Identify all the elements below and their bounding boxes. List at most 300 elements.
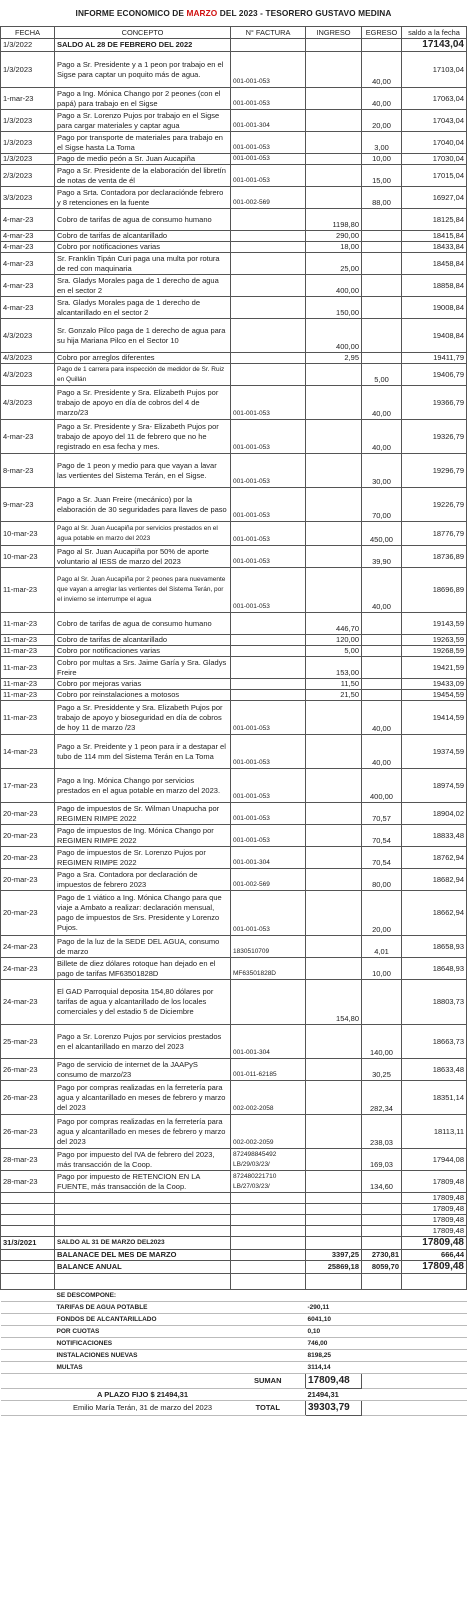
table-row [1, 353, 467, 364]
row-expense: 20,00 [362, 891, 402, 936]
row-date: 4-mar-23 [1, 297, 55, 319]
row-invoice: 1830510709 [231, 936, 306, 958]
row-invoice [231, 297, 306, 319]
row-balance: 17030,04 [402, 154, 467, 165]
row-concept: Pago a Ing. Mónica Chango por servicios prestados en el agua potable en marzo del 2023. [55, 769, 231, 803]
table-row [1, 231, 467, 242]
row-concept: Pago al Sr. Juan Aucapiña por 2 peones para nuevamente que vayan a arreglar las vertientes del Sistema Terán, por el invierno se interrumpe el agua [55, 568, 231, 613]
row-expense [362, 679, 402, 690]
closing-balance: 17809,48 [402, 1237, 467, 1250]
row-invoice [231, 1226, 306, 1237]
breakdown-label: POR CUOTAS [55, 1326, 231, 1338]
breakdown-value: 0,10 [306, 1326, 362, 1338]
total-value: 39303,79 [306, 1401, 362, 1416]
annual-balance-total: 17809,48 [402, 1261, 467, 1274]
row-date: 10-mar-23 [1, 546, 55, 568]
row-invoice [231, 635, 306, 646]
table-row [1, 454, 467, 488]
row-balance: 18663,73 [402, 1025, 467, 1059]
row-expense: 40,00 [362, 52, 402, 88]
row-income: 1198,80 [306, 209, 362, 231]
row-invoice: 001-001-053 [231, 735, 306, 769]
row-date: 4/3/2023 [1, 386, 55, 420]
row-date [1, 1204, 55, 1215]
row-income [306, 803, 362, 825]
table-row [1, 242, 467, 253]
row-invoice [231, 1204, 306, 1215]
row-concept: Cobro de tarifas de agua de consumo humano [55, 209, 231, 231]
row-balance: 18762,94 [402, 847, 467, 869]
row-income [306, 488, 362, 522]
row-income: 18,00 [306, 242, 362, 253]
table-row [1, 522, 467, 546]
row-date: 20-mar-23 [1, 869, 55, 891]
row-balance: 19408,84 [402, 319, 467, 353]
row-date: 3/3/2023 [1, 187, 55, 209]
row-balance: 19366,79 [402, 386, 467, 420]
row-expense: 282,34 [362, 1081, 402, 1115]
row-income [306, 88, 362, 110]
row-income: 2,95 [306, 353, 362, 364]
opening-balance: 17143,04 [402, 39, 467, 52]
row-invoice [231, 275, 306, 297]
row-balance: 17063,04 [402, 88, 467, 110]
row-date: 2/3/2023 [1, 165, 55, 187]
row-date [1, 1215, 55, 1226]
row-concept: Pago a Sr. Presidente de la elaboración del libretín de notas de venta de él [55, 165, 231, 187]
row-income: 25,00 [306, 253, 362, 275]
spacer-row [1, 1274, 467, 1290]
table-row [1, 1226, 467, 1237]
row-invoice: 001-001-053 [231, 420, 306, 454]
row-expense: 140,00 [362, 1025, 402, 1059]
row-income [306, 454, 362, 488]
table-row [1, 546, 467, 568]
table-row [1, 253, 467, 275]
row-expense: 4,01 [362, 936, 402, 958]
breakdown-row [1, 1326, 467, 1338]
table-row [1, 187, 467, 209]
row-date: 11-mar-23 [1, 613, 55, 635]
sum-label: SUMAN [231, 1374, 306, 1389]
opening-concept: SALDO AL 28 DE FEBRERO DEL 2022 [55, 39, 231, 52]
row-balance: 17944,08 [402, 1149, 467, 1171]
row-expense [362, 613, 402, 635]
row-date: 20-mar-23 [1, 803, 55, 825]
breakdown-value: -290,11 [306, 1302, 362, 1314]
row-expense: 70,00 [362, 488, 402, 522]
row-concept [55, 1226, 231, 1237]
row-expense: 15,00 [362, 165, 402, 187]
row-income: 446,70 [306, 613, 362, 635]
breakdown-label: MULTAS [55, 1362, 231, 1374]
table-row [1, 1193, 467, 1204]
breakdown-value: 8198,25 [306, 1350, 362, 1362]
row-invoice: 001-001-053 [231, 891, 306, 936]
row-expense [362, 646, 402, 657]
row-expense [362, 297, 402, 319]
row-invoice [231, 253, 306, 275]
header-date: FECHA [1, 27, 55, 39]
breakdown-row [1, 1362, 467, 1374]
row-expense: 30,00 [362, 454, 402, 488]
row-date: 4-mar-23 [1, 242, 55, 253]
header-expense: EGRESO [362, 27, 402, 39]
table-row [1, 769, 467, 803]
row-expense [362, 635, 402, 646]
row-date: 1/3/2023 [1, 110, 55, 132]
table-row [1, 657, 467, 679]
row-concept: Sra. Gladys Morales paga de 1 derecho de alcantarillado en el sector 2 [55, 297, 231, 319]
row-balance: 19226,79 [402, 488, 467, 522]
row-invoice: 001-001-053 [231, 701, 306, 735]
row-invoice: 001-001-053 [231, 803, 306, 825]
row-income [306, 936, 362, 958]
row-income: 290,00 [306, 231, 362, 242]
row-invoice: 001-001-053 [231, 165, 306, 187]
row-balance: 19008,84 [402, 297, 467, 319]
row-income: 5,00 [306, 646, 362, 657]
row-balance: 19406,79 [402, 364, 467, 386]
row-concept: Pago por compras realizadas en la ferretería para agua y alcantarillado en meses de febrero y marzo del 2023 [55, 1115, 231, 1149]
row-concept: Pago por impuesto del IVA de febrero del 2023, más transacción de la Coop. [55, 1149, 231, 1171]
row-expense: 70,54 [362, 825, 402, 847]
sum-row [1, 1374, 467, 1389]
row-expense [362, 690, 402, 701]
row-date: 4-mar-23 [1, 253, 55, 275]
row-invoice [231, 679, 306, 690]
row-income [306, 1059, 362, 1081]
row-expense [362, 253, 402, 275]
breakdown-value: 746,00 [306, 1338, 362, 1350]
row-concept: Cobro por multas a Srs. Jaime Garía y Sra. Gladys Freire [55, 657, 231, 679]
row-date: 11-mar-23 [1, 679, 55, 690]
row-date: 4-mar-23 [1, 209, 55, 231]
row-expense: 20,00 [362, 110, 402, 132]
row-balance: 19296,79 [402, 454, 467, 488]
row-balance: 18113,11 [402, 1115, 467, 1149]
row-expense: 88,00 [362, 187, 402, 209]
row-date: 20-mar-23 [1, 847, 55, 869]
breakdown-title-row [1, 1290, 467, 1302]
row-balance: 19454,59 [402, 690, 467, 701]
row-concept [55, 1215, 231, 1226]
row-concept: El GAD Parroquial deposita 154,80 dólares por tarifas de agua y alcantarillado de los locales comerciales y del estadio 5 de Diciembre [55, 980, 231, 1025]
row-concept [55, 1204, 231, 1215]
table-row [1, 275, 467, 297]
row-concept: Cobro de tarifas de alcantarillado [55, 635, 231, 646]
row-concept: Pago a Srta. Contadora por declaracióndе febrero y 8 retenciones en la fuente [55, 187, 231, 209]
row-income [306, 165, 362, 187]
row-date: 26-mar-23 [1, 1081, 55, 1115]
row-date: 9-mar-23 [1, 488, 55, 522]
table-row [1, 679, 467, 690]
row-income [306, 847, 362, 869]
row-balance: 18658,93 [402, 936, 467, 958]
row-invoice: 001-001-304 [231, 110, 306, 132]
row-invoice: 001-002-569 [231, 187, 306, 209]
row-concept: Pago a Sr. Preidente y 1 peon para ir a destapar el tubo de 114 mm del Sistema Terán en La Toma [55, 735, 231, 769]
row-date: 11-mar-23 [1, 646, 55, 657]
row-concept: Cobro por notificaciones varias [55, 646, 231, 657]
row-balance: 17809,48 [402, 1193, 467, 1204]
row-invoice: 001-001-053 [231, 769, 306, 803]
row-expense: 40,00 [362, 701, 402, 735]
header-balance: saldo a la fecha [402, 27, 467, 39]
row-invoice [231, 657, 306, 679]
row-date: 1/3/2023 [1, 52, 55, 88]
row-invoice: MF63501828D [231, 958, 306, 980]
row-invoice [231, 613, 306, 635]
row-concept: Cobro por mejoras varias [55, 679, 231, 690]
row-invoice [231, 242, 306, 253]
row-balance: 18904,02 [402, 803, 467, 825]
row-balance: 17809,48 [402, 1215, 467, 1226]
table-row [1, 364, 467, 386]
table-row [1, 958, 467, 980]
row-income: 150,00 [306, 297, 362, 319]
sum-value: 17809,48 [306, 1374, 362, 1389]
row-concept: Pago al Sr. Juan Aucapiña por servicios prestados en el agua potable en marzo del 2023 [55, 522, 231, 546]
table-row [1, 1149, 467, 1171]
row-concept: Sra. Gladys Morales paga de 1 derecho de agua en el sector 2 [55, 275, 231, 297]
row-income [306, 769, 362, 803]
row-concept: Pago de servicio de internet de la JAAPyS consumo de marzo/23 [55, 1059, 231, 1081]
breakdown-row [1, 1302, 467, 1314]
row-expense: 400,00 [362, 769, 402, 803]
closing-row [1, 1237, 467, 1250]
breakdown-label: NOTIFICACIONES [55, 1338, 231, 1350]
row-expense: 3,00 [362, 132, 402, 154]
row-invoice: 001-001-053 [231, 825, 306, 847]
table-row [1, 825, 467, 847]
row-concept: Pago a Sr. Presidente y Sra. Elizabeth Pujos por trabajo de apoyo en día de cobros del 4 de marzo/23 [55, 386, 231, 420]
row-invoice: 001-001-053 [231, 52, 306, 88]
row-balance: 17809,48 [402, 1204, 467, 1215]
row-balance: 19421,59 [402, 657, 467, 679]
total-label: TOTAL [231, 1401, 306, 1416]
row-date: 4/3/2023 [1, 353, 55, 364]
row-expense [362, 1226, 402, 1237]
row-concept: Billete de diez dólares rotoque han dejado en el pago de tarifas MF63501828D [55, 958, 231, 980]
row-expense: 39,90 [362, 546, 402, 568]
table-header-row [1, 27, 467, 39]
row-invoice: 001-001-053 [231, 454, 306, 488]
row-income [306, 1204, 362, 1215]
row-concept: Pago por transporte de materiales para trabajo en el Sigse hasta La Toma [55, 132, 231, 154]
row-concept: Pago a Sr. Presidente y Sra- Elizabeth Pujos por trabajo de apoyo del 11 de febrero que no he registrado en esa fecha y mes. [55, 420, 231, 454]
table-row [1, 132, 467, 154]
row-income [306, 110, 362, 132]
row-balance: 19411,79 [402, 353, 467, 364]
breakdown-title: SE DESCOMPONE: [55, 1290, 231, 1302]
breakdown-row [1, 1314, 467, 1326]
table-row [1, 847, 467, 869]
table-row [1, 52, 467, 88]
row-balance: 18776,79 [402, 522, 467, 546]
row-invoice: 001-001-053 [231, 568, 306, 613]
row-expense [362, 980, 402, 1025]
row-concept: Cobro por reinstalaciones a motosos [55, 690, 231, 701]
table-row [1, 803, 467, 825]
annual-balance-label: BALANCE ANUAL [55, 1261, 231, 1274]
row-income [306, 132, 362, 154]
row-income: 400,00 [306, 275, 362, 297]
row-expense [362, 275, 402, 297]
row-income [306, 386, 362, 420]
row-balance: 18415,84 [402, 231, 467, 242]
row-expense: 40,00 [362, 568, 402, 613]
row-income [306, 1171, 362, 1193]
row-date [1, 1226, 55, 1237]
row-balance: 17040,04 [402, 132, 467, 154]
row-invoice: 001-001-304 [231, 847, 306, 869]
table-row [1, 209, 467, 231]
breakdown-value: 3114,14 [306, 1362, 362, 1374]
row-date: 11-mar-23 [1, 690, 55, 701]
row-concept: Pago de impuestos de Sr. Wilman Unapucha por REGIMEN RIMPE 2022 [55, 803, 231, 825]
header-invoice: N° FACTURA [231, 27, 306, 39]
row-invoice [231, 364, 306, 386]
row-invoice: 001-001-304 [231, 1025, 306, 1059]
row-date: 28-mar-23 [1, 1149, 55, 1171]
row-balance: 18803,73 [402, 980, 467, 1025]
table-row [1, 386, 467, 420]
row-expense: 40,00 [362, 386, 402, 420]
row-date: 4/3/2023 [1, 364, 55, 386]
table-row [1, 891, 467, 936]
row-concept: Sr. Franklin Tipán Curi paga una multa por rotura de red con maquinaria [55, 253, 231, 275]
opening-row [1, 39, 467, 52]
table-row [1, 1215, 467, 1226]
row-invoice [231, 1193, 306, 1204]
row-date: 26-mar-23 [1, 1059, 55, 1081]
row-date: 1-mar-23 [1, 88, 55, 110]
row-concept: Pago a Sr. Juan Freire (mecánico) por la elaboración de 30 seguridades para llaves de paso [55, 488, 231, 522]
header-concept: CONCEPTO [55, 27, 231, 39]
row-concept: Pago a Sr. Presiddente y Sra. Elizabeth Pujos por trabajo de apoyo y bioseguridad en día de cobros de hoy 11 de marzo /23 [55, 701, 231, 735]
row-income [306, 701, 362, 735]
table-row [1, 488, 467, 522]
row-invoice: 001-001-053 [231, 546, 306, 568]
row-balance: 17043,04 [402, 110, 467, 132]
row-balance: 18433,84 [402, 242, 467, 253]
row-invoice: 001-001-053 [231, 88, 306, 110]
row-invoice [231, 231, 306, 242]
row-income [306, 546, 362, 568]
table-row [1, 568, 467, 613]
row-concept: Pago de impuestos de Sr. Lorenzo Pujos por REGIMEN RIMPE 2022 [55, 847, 231, 869]
row-invoice: 001-001-053 [231, 386, 306, 420]
table-row [1, 420, 467, 454]
closing-date: 31/3/2021 [1, 1237, 55, 1250]
row-concept: Pago a Sra. Contadora por declaración de impuestos de febrero 2023 [55, 869, 231, 891]
row-invoice: 002-002-2058 [231, 1081, 306, 1115]
row-balance: 18833,48 [402, 825, 467, 847]
row-expense: 40,00 [362, 88, 402, 110]
row-balance: 18648,93 [402, 958, 467, 980]
row-invoice [231, 209, 306, 231]
row-invoice: 001-001-053 [231, 522, 306, 546]
row-expense: 10,00 [362, 958, 402, 980]
row-income: 11,50 [306, 679, 362, 690]
row-income [306, 1149, 362, 1171]
row-expense [362, 242, 402, 253]
table-row [1, 297, 467, 319]
month-balance-total: 666,44 [402, 1250, 467, 1261]
breakdown-label: FONDOS DE ALCANTARILLADO [55, 1314, 231, 1326]
row-date: 26-mar-23 [1, 1115, 55, 1149]
breakdown-row [1, 1338, 467, 1350]
table-row [1, 110, 467, 132]
row-balance: 19263,59 [402, 635, 467, 646]
row-balance: 19143,59 [402, 613, 467, 635]
row-date: 20-mar-23 [1, 891, 55, 936]
row-concept: Sr. Gonzalo Pilco paga de 1 derecho de agua para su hija Mariana Pilco en el Sector 10 [55, 319, 231, 353]
row-income [306, 869, 362, 891]
row-concept: Pago de impuestos de Ing. Mónica Chango por REGIMEN RIMPE 2022 [55, 825, 231, 847]
row-date: 4-mar-23 [1, 275, 55, 297]
header-income: INGRESO [306, 27, 362, 39]
row-date: 11-mar-23 [1, 568, 55, 613]
row-income [306, 1226, 362, 1237]
row-income [306, 52, 362, 88]
table-row [1, 690, 467, 701]
row-concept: Pago de 1 viático a Ing. Mónica Chango para que viaje a Ambato a realizar: declaración mensual, pago de impuestos de Srs. Presidente y Lorenzo Pujos. [55, 891, 231, 936]
row-expense: 70,57 [362, 803, 402, 825]
row-expense: 80,00 [362, 869, 402, 891]
row-concept [55, 1193, 231, 1204]
plazo-label: A PLAZO FIJO $ 21494,31 [55, 1389, 231, 1401]
row-invoice: 002-002-2059 [231, 1115, 306, 1149]
row-concept: Pago por compras realizadas en la ferretería para agua y alcantarillado en meses de febrero y marzo del 2023 [55, 1081, 231, 1115]
row-invoice [231, 319, 306, 353]
table-row [1, 1081, 467, 1115]
row-balance: 18696,89 [402, 568, 467, 613]
annual-balance-expense: 8059,70 [362, 1261, 402, 1274]
row-invoice: 001-002-569 [231, 869, 306, 891]
row-concept: Pago a Sr. Lorenzo Pujos por servicios prestados en el alcantarillado en marzo del 2023 [55, 1025, 231, 1059]
row-date: 1/3/2023 [1, 154, 55, 165]
row-invoice: 001-001-053 [231, 154, 306, 165]
total-row [1, 1401, 467, 1416]
row-income [306, 1081, 362, 1115]
row-income: 120,00 [306, 635, 362, 646]
row-invoice: 872498845492 LB/29/03/23/ [231, 1149, 306, 1171]
row-income [306, 364, 362, 386]
row-balance: 17809,48 [402, 1171, 467, 1193]
row-balance: 18125,84 [402, 209, 467, 231]
row-concept: Pago por impuesto de RETENCION EN LA FUENTE, más transacción de la Coop. [55, 1171, 231, 1193]
row-invoice [231, 353, 306, 364]
row-expense: 5,00 [362, 364, 402, 386]
row-concept: Cobro de tarifas de agua de consumo humano [55, 613, 231, 635]
row-balance: 19326,79 [402, 420, 467, 454]
row-income [306, 522, 362, 546]
table-row [1, 701, 467, 735]
row-expense: 10,00 [362, 154, 402, 165]
report-month: MARZO [186, 8, 218, 18]
opening-date: 1/3/2022 [1, 39, 55, 52]
row-expense: 450,00 [362, 522, 402, 546]
month-balance-expense: 2730,81 [362, 1250, 402, 1261]
row-concept: Pago de medio peón a Sr. Juan Aucapiña [55, 154, 231, 165]
table-row [1, 1204, 467, 1215]
table-row [1, 980, 467, 1025]
row-date [1, 1193, 55, 1204]
table-row [1, 646, 467, 657]
row-balance: 16927,04 [402, 187, 467, 209]
